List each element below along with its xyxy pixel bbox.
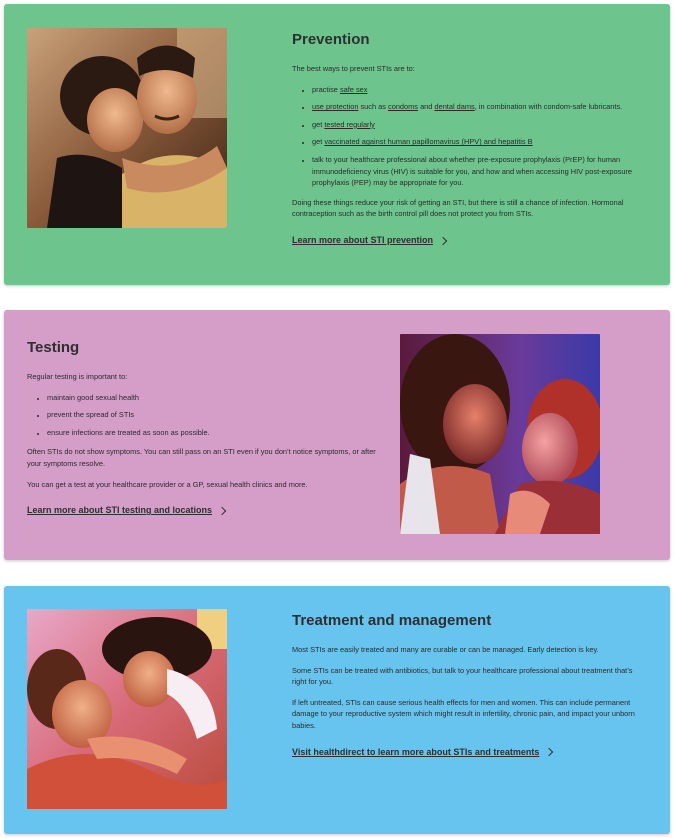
list-item: • get tested regularly <box>312 119 642 131</box>
use-protection-link[interactable]: use protection <box>312 102 359 112</box>
treatment-para-3: If left untreated, STIs can cause serious health effects for men and women. This can include permanent damage to your reproductive system which might result in infertility, chronic pain, and impact your unborn babies. <box>292 697 635 730</box>
testing-para-1: Often STIs do not show symptoms. You can still pass on an STI even if you don’t notice symptoms, or after your symptoms resolve. <box>27 447 376 468</box>
prevention-outro: Doing these things reduce your risk of getting an STI, but there is still a chance of infection. Hormonal contraception such as the birth control pill does not protect you from STIs. <box>292 197 624 219</box>
list-item: • get vaccinated against human papillomavirus (HPV) and hepatitis B <box>312 136 642 148</box>
condoms-link[interactable]: condoms <box>388 102 419 112</box>
learn-more-prevention-link[interactable]: Learn more about STI prevention <box>292 235 446 247</box>
testing-photo <box>400 334 600 534</box>
list-item: • ensure infections are treated as soon as possible. <box>47 427 387 439</box>
prevention-content <box>292 31 642 247</box>
testing-photo-graphic <box>400 334 600 534</box>
learn-more-testing-link[interactable]: Learn more about STI testing and locations <box>27 505 225 517</box>
testing-intro: Regular testing is important to: <box>27 372 128 381</box>
list-item: • talk to your healthcare professional about whether pre-exposure prophylaxis (PrEP) for human immunodeficiency virus (HIV) is suitable for you, and how and when accessing HIV post-exposure prophylaxis (PEP) may be appropriate for you. <box>312 154 642 189</box>
tested-regularly-link[interactable]: tested regularly <box>324 119 375 129</box>
treatment-photo-graphic <box>27 609 227 809</box>
chevron-right-icon <box>439 236 447 244</box>
treatment-content <box>292 612 642 758</box>
prevention-card <box>4 4 670 285</box>
prevention-title: Prevention <box>292 31 370 48</box>
visit-healthdirect-link[interactable]: Visit healthdirect to learn more about STIs and treatments <box>292 747 552 759</box>
safe-sex-link[interactable]: safe sex <box>339 84 368 94</box>
chevron-right-icon <box>218 507 226 515</box>
prevention-photo-graphic <box>27 28 227 228</box>
chevron-right-icon <box>545 748 553 756</box>
treatment-para-1: Most STIs are easily treated and many are curable or can be managed. Early detection is key. <box>292 645 599 654</box>
vaccination-link[interactable]: vaccinated against human papillomavirus (HPV) and hepatitis B <box>324 137 533 147</box>
list-item: • practise safe sex <box>312 84 642 96</box>
prevention-photo <box>27 28 227 228</box>
testing-list <box>27 392 387 439</box>
list-item: • use protection such as condoms and dental dams, in combination with condom-safe lubricants. <box>312 101 642 113</box>
list-item: • prevent the spread of STIs <box>47 409 387 421</box>
treatment-para-2: Some STIs can be treated with antibiotics, but talk to your healthcare professional about treatment that’s right for you. <box>292 665 633 687</box>
testing-title: Testing <box>27 339 80 356</box>
treatment-photo <box>27 609 227 809</box>
treatment-card <box>4 586 670 834</box>
prevention-list <box>292 84 642 189</box>
prevention-intro: The best ways to prevent STIs are to: <box>292 64 415 73</box>
testing-card <box>4 310 670 560</box>
testing-para-2: You can get a test at your healthcare provider or a GP, sexual health clinics and more. <box>27 479 308 489</box>
dental-dams-link[interactable]: dental dams <box>434 102 475 112</box>
treatment-title: Treatment and management <box>292 612 492 629</box>
testing-content <box>27 339 387 517</box>
list-item: • maintain good sexual health <box>47 392 387 404</box>
